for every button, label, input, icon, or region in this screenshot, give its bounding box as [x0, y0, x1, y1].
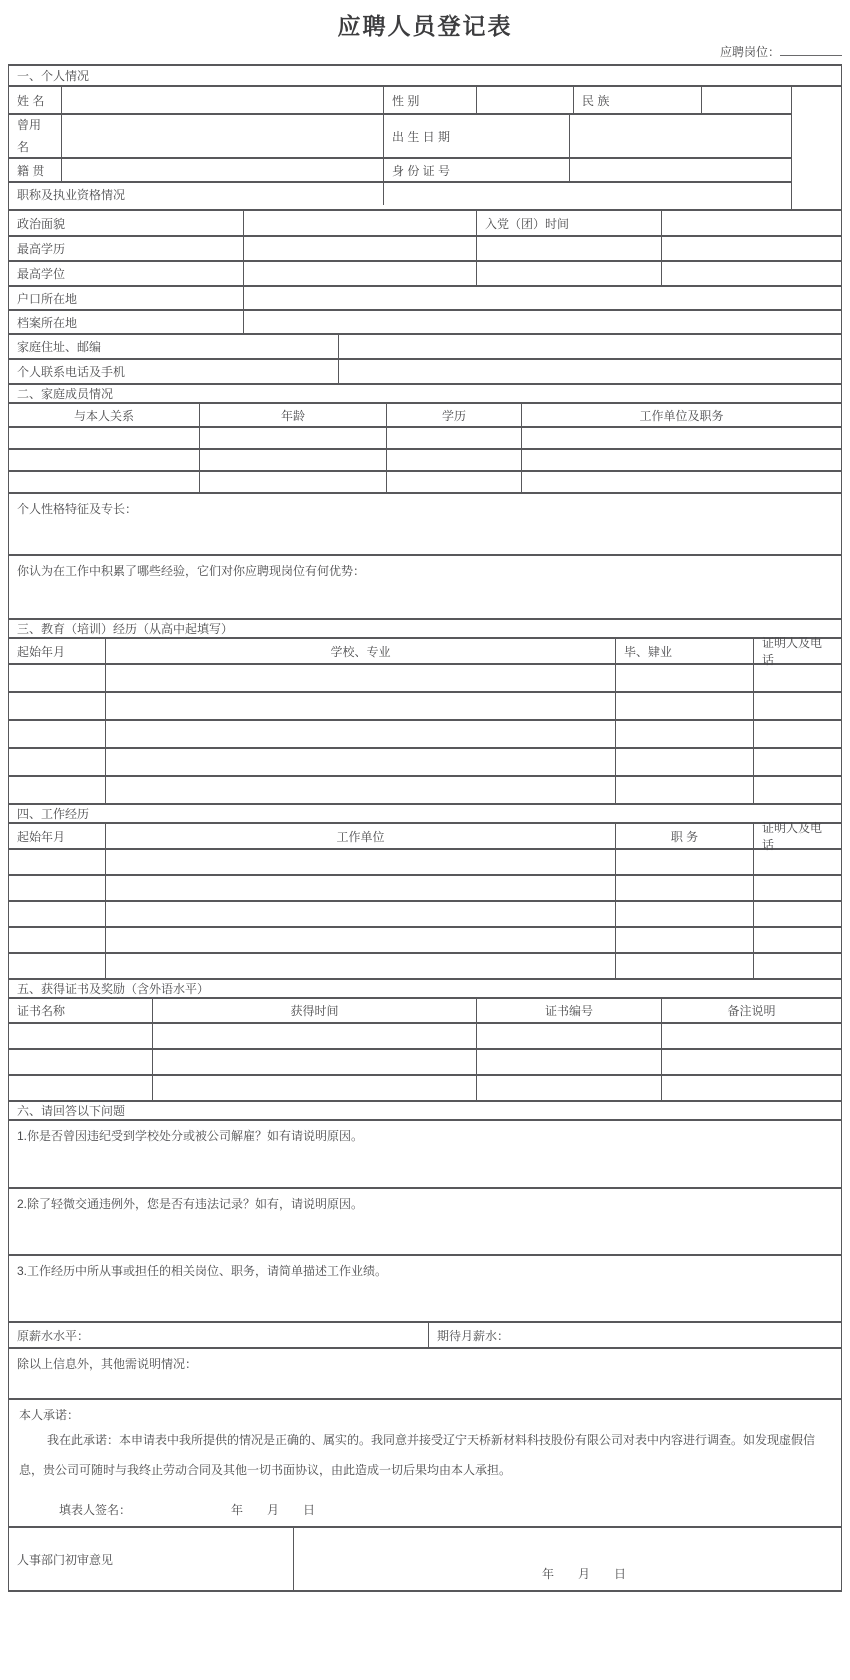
gender-label: 性 别	[383, 87, 476, 113]
ethnicity-label: 民 族	[573, 87, 701, 113]
work-row	[9, 848, 841, 874]
section5-header: 五、获得证书及奖励（含外语水平）	[17, 982, 210, 996]
field-highest-degree-a[interactable]	[243, 262, 476, 285]
question3-row	[9, 1254, 841, 1321]
field-home-address[interactable]	[338, 335, 841, 358]
political-status-row	[9, 209, 841, 235]
home-address-label: 家庭住址、邮编	[17, 340, 102, 354]
empty-cell[interactable]	[661, 1076, 841, 1100]
empty-cell[interactable]	[753, 902, 841, 926]
section2-header: 二、家庭成员情况	[17, 387, 114, 401]
family-row	[9, 426, 841, 448]
empty-cell[interactable]	[521, 428, 841, 448]
birth-date-label: 出 生 日 期	[383, 115, 569, 157]
certificate-table-header	[9, 997, 841, 1022]
family-col-education: 学历	[386, 404, 521, 426]
family-col-workunit: 工作单位及职务	[521, 404, 841, 426]
education-row	[9, 719, 841, 747]
section3-header-row	[9, 618, 841, 637]
empty-cell[interactable]	[521, 472, 841, 492]
empty-cell[interactable]	[615, 693, 753, 719]
education-row	[9, 691, 841, 719]
position-blank-field[interactable]	[780, 42, 842, 56]
experience-question-field[interactable]: 你认为在工作中积累了哪些经验，它们对你应聘现岗位有何优势：	[17, 564, 366, 578]
commitment-signature-line	[19, 1501, 831, 1526]
former-name-row	[9, 113, 791, 157]
empty-cell[interactable]	[9, 693, 105, 719]
name-row	[9, 87, 791, 113]
empty-cell[interactable]	[615, 749, 753, 775]
empty-cell[interactable]	[753, 928, 841, 952]
field-birth-date[interactable]	[569, 115, 791, 157]
empty-cell[interactable]	[615, 721, 753, 747]
section4-header-row	[9, 803, 841, 822]
field-highest-education-a[interactable]	[243, 237, 476, 260]
hr-date-label: 年 月 日	[542, 1567, 627, 1581]
cert-col-name: 证书名称	[17, 1004, 66, 1018]
empty-cell[interactable]	[9, 749, 105, 775]
previous-salary-field[interactable]: 原薪水水平：	[17, 1328, 90, 1343]
empty-cell[interactable]	[753, 777, 841, 803]
work-col-position: 职 务	[615, 824, 753, 848]
education-row	[9, 747, 841, 775]
section1-header-row	[9, 66, 841, 85]
section2-header-row	[9, 383, 841, 402]
question1-field[interactable]: 1.你是否曾因违纪受到学校处分或被公司解雇？如有请说明原因。	[17, 1129, 364, 1143]
highest-education-label: 最高学历	[17, 242, 66, 256]
empty-cell[interactable]	[105, 721, 615, 747]
section6-header-row	[9, 1100, 841, 1119]
empty-cell[interactable]	[105, 850, 615, 874]
empty-cell[interactable]	[9, 450, 199, 470]
other-info-field[interactable]: 除以上信息外，其他需说明情况：	[17, 1357, 198, 1371]
empty-cell[interactable]	[152, 1024, 476, 1048]
name-label: 姓 名	[17, 93, 45, 108]
empty-cell[interactable]	[615, 954, 753, 978]
commitment-row	[9, 1398, 841, 1526]
empty-cell[interactable]	[9, 665, 105, 691]
empty-cell[interactable]	[105, 928, 615, 952]
empty-cell[interactable]	[476, 1076, 661, 1100]
empty-cell[interactable]	[753, 665, 841, 691]
empty-cell[interactable]	[152, 1050, 476, 1074]
family-row	[9, 470, 841, 492]
empty-cell[interactable]	[386, 450, 521, 470]
personality-row	[9, 492, 841, 554]
position-line	[720, 42, 842, 60]
field-hukou[interactable]	[243, 287, 841, 309]
field-highest-education-b[interactable]	[476, 237, 661, 260]
empty-cell[interactable]	[9, 777, 105, 803]
empty-cell[interactable]	[9, 902, 105, 926]
empty-cell[interactable]	[753, 693, 841, 719]
personality-field[interactable]: 个人性格特征及专长：	[17, 502, 138, 516]
work-row	[9, 952, 841, 978]
political-status-label: 政治面貌	[17, 216, 66, 231]
field-title-qualification[interactable]	[383, 183, 791, 205]
field-name[interactable]	[61, 87, 383, 113]
expected-salary-field[interactable]: 期待月薪水：	[428, 1323, 841, 1347]
section1-header: 一、个人情况	[17, 69, 90, 83]
personal-top-block	[9, 85, 841, 209]
commitment-body: 我在此承诺：本申请表中我所提供的情况是正确的、属实的。我同意并接受辽宁天桥新材料科技股份有限公司对表中内容进行调查。如发现虚假信息，贵公司可随时与我终止劳动合同及其他一切书面协议，由此造成一切后果均由本人承担。	[19, 1433, 816, 1477]
work-col-unit: 工作单位	[105, 824, 615, 848]
empty-cell[interactable]	[615, 902, 753, 926]
file-location-label: 档案所在地	[17, 315, 78, 330]
field-file-location[interactable]	[243, 311, 841, 333]
education-col-reference: 证明人及电话	[753, 639, 841, 663]
empty-cell[interactable]	[615, 928, 753, 952]
empty-cell[interactable]	[753, 749, 841, 775]
certificate-row	[9, 1074, 841, 1100]
hr-review-label: 人事部门初审意见	[17, 1552, 114, 1567]
empty-cell[interactable]	[9, 721, 105, 747]
education-row	[9, 663, 841, 691]
page-title: 应聘人员登记表	[337, 13, 513, 39]
work-row	[9, 926, 841, 952]
field-highest-degree-c[interactable]	[661, 262, 841, 285]
experience-question-row	[9, 554, 841, 618]
highest-education-row	[9, 235, 841, 260]
field-highest-degree-b[interactable]	[476, 262, 661, 285]
file-location-row	[9, 309, 841, 333]
contact-phone-row	[9, 358, 841, 383]
empty-cell[interactable]	[476, 1050, 661, 1074]
empty-cell[interactable]	[105, 954, 615, 978]
empty-cell[interactable]	[9, 876, 105, 900]
other-info-row	[9, 1347, 841, 1398]
empty-cell[interactable]	[152, 1076, 476, 1100]
family-row	[9, 448, 841, 470]
empty-cell[interactable]	[105, 876, 615, 900]
hr-review-row	[9, 1526, 841, 1590]
section3-header: 三、教育（培训）经历（从高中起填写）	[17, 622, 234, 636]
question2-row	[9, 1187, 841, 1254]
education-table-header	[9, 636, 841, 667]
commitment-date-label: 年 月 日	[231, 1503, 316, 1517]
empty-cell[interactable]	[753, 876, 841, 900]
education-col-school: 学校、专业	[105, 639, 615, 663]
certificate-row	[9, 1048, 841, 1074]
field-party-join-time[interactable]	[661, 211, 841, 235]
id-number-label: 身 份 证 号	[383, 159, 569, 181]
empty-cell[interactable]	[9, 428, 199, 448]
former-name-label: 曾用名	[17, 118, 42, 154]
position-label: 应聘岗位：	[719, 45, 780, 59]
signature-label: 填表人签名：	[59, 1503, 132, 1517]
hr-review-field[interactable]	[293, 1528, 841, 1590]
education-col-graduation: 毕、肄业	[615, 639, 753, 663]
empty-cell[interactable]	[105, 665, 615, 691]
empty-cell[interactable]	[753, 954, 841, 978]
empty-cell[interactable]	[386, 472, 521, 492]
native-place-row	[9, 157, 791, 181]
empty-cell[interactable]	[9, 472, 199, 492]
empty-cell[interactable]	[615, 777, 753, 803]
field-id-number[interactable]	[569, 159, 791, 181]
hukou-row	[9, 285, 841, 309]
family-col-age: 年龄	[199, 404, 386, 426]
work-table-header	[9, 821, 841, 852]
contact-phone-label: 个人联系电话及手机	[17, 365, 126, 379]
empty-cell[interactable]	[105, 777, 615, 803]
empty-cell[interactable]	[9, 928, 105, 952]
empty-cell[interactable]	[753, 850, 841, 874]
empty-cell[interactable]	[521, 450, 841, 470]
question2-field[interactable]: 2.除了轻微交通违例外，您是否有违法记录？如有，请说明原因。	[17, 1197, 364, 1211]
registration-form	[8, 64, 842, 1592]
highest-degree-row	[9, 260, 841, 285]
empty-cell[interactable]	[615, 850, 753, 874]
family-col-relation: 与本人关系	[73, 408, 134, 423]
empty-cell[interactable]	[661, 1024, 841, 1048]
work-row	[9, 874, 841, 900]
empty-cell[interactable]	[386, 428, 521, 448]
empty-cell[interactable]	[9, 954, 105, 978]
work-col-start: 起始年月	[17, 829, 66, 844]
empty-cell[interactable]	[9, 1024, 152, 1048]
home-address-row	[9, 333, 841, 358]
hukou-label: 户口所在地	[17, 291, 78, 306]
empty-cell[interactable]	[105, 902, 615, 926]
field-contact-phone[interactable]	[338, 360, 841, 383]
empty-cell[interactable]	[199, 472, 386, 492]
photo-area[interactable]	[791, 87, 841, 209]
highest-degree-label: 最高学位	[17, 267, 66, 281]
field-former-name[interactable]	[61, 115, 383, 157]
title-qualification-row	[9, 181, 791, 205]
empty-cell[interactable]	[9, 1076, 152, 1100]
commitment-cell	[9, 1400, 841, 1526]
section6-header: 六、请回答以下问题	[17, 1104, 126, 1118]
empty-cell[interactable]	[199, 428, 386, 448]
empty-cell[interactable]	[105, 749, 615, 775]
party-join-time-label: 入党（团）时间	[476, 211, 661, 235]
field-ethnicity[interactable]	[701, 87, 791, 113]
empty-cell[interactable]	[615, 665, 753, 691]
empty-cell[interactable]	[105, 693, 615, 719]
section5-header-row	[9, 978, 841, 997]
salary-row	[9, 1321, 841, 1347]
cert-col-number: 证书编号	[476, 999, 661, 1022]
section4-header: 四、工作经历	[17, 807, 90, 821]
question1-row	[9, 1119, 841, 1187]
question3-field[interactable]: 3.工作经历中所从事或担任的相关岗位、职务，请简单描述工作业绩。	[17, 1264, 388, 1278]
field-native-place[interactable]	[61, 159, 383, 181]
cert-col-date: 获得时间	[152, 999, 476, 1022]
empty-cell[interactable]	[9, 1050, 152, 1074]
work-col-reference: 证明人及电话	[753, 824, 841, 848]
field-highest-education-c[interactable]	[661, 237, 841, 260]
empty-cell[interactable]	[661, 1050, 841, 1074]
cert-col-remarks: 备注说明	[661, 999, 841, 1022]
certificate-row	[9, 1022, 841, 1048]
empty-cell[interactable]	[199, 450, 386, 470]
education-col-start: 起始年月	[17, 644, 66, 659]
work-row	[9, 900, 841, 926]
personal-top-left	[9, 87, 791, 209]
empty-cell[interactable]	[9, 850, 105, 874]
education-row	[9, 775, 841, 803]
field-gender[interactable]	[476, 87, 573, 113]
family-table-header	[9, 402, 841, 426]
title-qualification-label: 职称及执业资格情况	[17, 187, 126, 202]
empty-cell[interactable]	[476, 1024, 661, 1048]
native-place-label: 籍 贯	[17, 163, 45, 178]
empty-cell[interactable]	[753, 721, 841, 747]
field-political-status[interactable]	[243, 211, 476, 235]
commitment-title: 本人承诺：	[19, 1408, 80, 1422]
empty-cell[interactable]	[615, 876, 753, 900]
